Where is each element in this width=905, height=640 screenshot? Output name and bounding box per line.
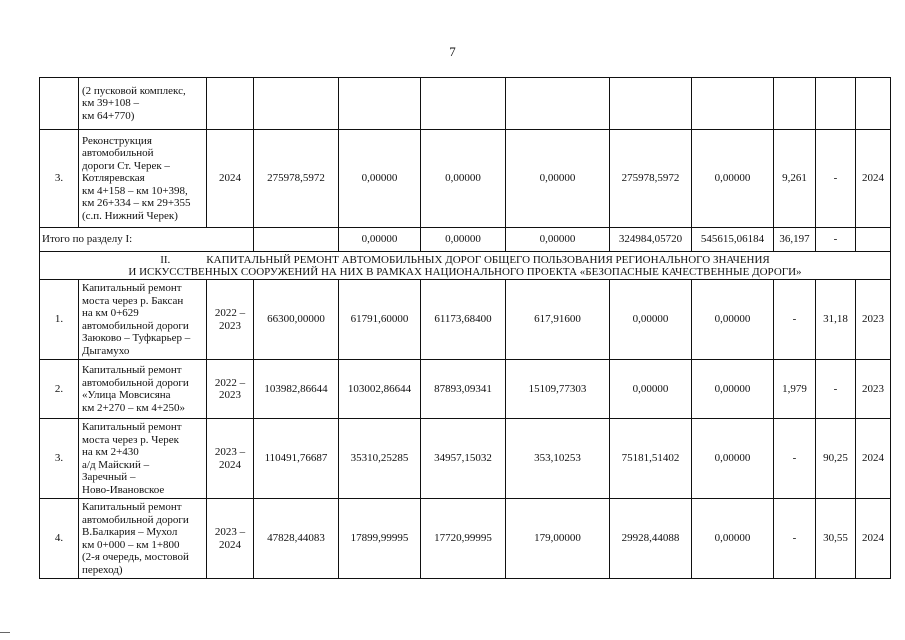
object-name-line: Котляревская bbox=[82, 172, 145, 185]
total-amount-cell: 0,00000 bbox=[421, 228, 506, 252]
years-line: 2023 – bbox=[214, 446, 246, 458]
object-name-line: (2 пусковой комплекс, bbox=[82, 84, 186, 97]
object-name-line: автомобильной дороги bbox=[82, 513, 189, 526]
amount-cell: 103002,86644 bbox=[339, 360, 421, 419]
object-name-line: (2-я очередь, мостовой bbox=[82, 551, 189, 563]
years-line: 2023 – bbox=[214, 526, 246, 538]
completion-year-cell: 2024 bbox=[856, 419, 891, 499]
completion-year-cell: 2024 bbox=[856, 499, 891, 579]
empty-cell bbox=[856, 78, 891, 130]
object-name-line: «Улица Мовсисяна bbox=[82, 389, 171, 401]
object-name-cell bbox=[79, 419, 207, 499]
object-name-line: Заречный – bbox=[82, 471, 136, 483]
length-pm-cell: 90,25 bbox=[816, 419, 856, 499]
table-row bbox=[40, 499, 891, 579]
length-pm-cell: - bbox=[816, 360, 856, 419]
amount-cell: 17899,99995 bbox=[339, 499, 421, 579]
years-line: 2022 – bbox=[214, 307, 246, 319]
amount-cell: 0,00000 bbox=[692, 130, 774, 228]
amount-cell: 0,00000 bbox=[692, 499, 774, 579]
row-number-cell: 3. bbox=[40, 130, 79, 228]
table-row bbox=[40, 360, 891, 419]
object-name-line: Капитальный ремонт bbox=[82, 501, 182, 513]
section-header-row bbox=[40, 252, 891, 280]
length-km-cell: 9,261 bbox=[774, 130, 816, 228]
object-name-line: Капитальный ремонт bbox=[82, 421, 182, 433]
years-cell bbox=[207, 280, 254, 360]
row-number-cell bbox=[40, 78, 79, 130]
object-name-line: Капитальный ремонт bbox=[82, 364, 182, 376]
years-cell: 2024 bbox=[207, 130, 254, 228]
amount-cell: 617,91600 bbox=[506, 280, 610, 360]
years-cell bbox=[207, 419, 254, 499]
empty-cell bbox=[207, 78, 254, 130]
page-number: 7 bbox=[449, 44, 456, 59]
object-name-line: на км 2+430 bbox=[82, 446, 139, 458]
amount-cell: 75181,51402 bbox=[610, 419, 692, 499]
empty-cell bbox=[254, 78, 339, 130]
total-amount-cell: 0,00000 bbox=[339, 228, 421, 252]
object-name-line: Дыгамухо bbox=[82, 344, 130, 357]
object-name-line: моста через р. Черек bbox=[82, 433, 179, 446]
amount-cell: 29928,44088 bbox=[610, 499, 692, 579]
empty-cell bbox=[339, 78, 421, 130]
length-pm-cell: - bbox=[816, 130, 856, 228]
amount-cell: 35310,25285 bbox=[339, 419, 421, 499]
object-name-cell bbox=[79, 499, 207, 579]
table-row bbox=[40, 419, 891, 499]
total-km-cell: 36,197 bbox=[774, 228, 816, 252]
amount-cell: 0,00000 bbox=[506, 130, 610, 228]
object-name-line: (с.п. Нижний Черек) bbox=[82, 209, 178, 222]
total-pm-cell: - bbox=[816, 228, 856, 252]
object-name-line: автомобильной дороги bbox=[82, 319, 189, 332]
row-number-cell: 4. bbox=[40, 499, 79, 579]
empty-cell bbox=[254, 228, 339, 252]
section-title-line: И ИСКУССТВЕННЫХ СООРУЖЕНИЙ НА НИХ В РАМКАХ НАЦИОНАЛЬНОГО ПРОЕКТА «БЕЗОПАСНЫЕ КАЧЕСТВЕННЫЕ ДОРОГИ» bbox=[128, 265, 802, 278]
total-amount-cell: 545615,06184 bbox=[692, 228, 774, 252]
total-cost-cell: 47828,44083 bbox=[254, 499, 339, 579]
object-name-line: км 2+270 – км 4+250» bbox=[82, 401, 186, 414]
amount-cell: 0,00000 bbox=[692, 419, 774, 499]
amount-cell: 0,00000 bbox=[692, 280, 774, 360]
section-title bbox=[40, 252, 891, 280]
length-pm-cell: 30,55 bbox=[816, 499, 856, 579]
object-name-line: дороги Ст. Черек – bbox=[82, 159, 170, 172]
object-name-line: автомобильной bbox=[82, 147, 154, 160]
row-number-cell: 1. bbox=[40, 280, 79, 360]
total-cost-cell: 275978,5972 bbox=[254, 130, 339, 228]
object-name-line: а/д Майский – bbox=[82, 458, 150, 471]
table-row bbox=[40, 130, 891, 228]
object-name-line: Реконструкция bbox=[82, 134, 152, 147]
amount-cell: 179,00000 bbox=[506, 499, 610, 579]
object-name-line: Заюково – Туфкарьер – bbox=[82, 332, 191, 344]
years-line: 2023 bbox=[219, 319, 241, 332]
completion-year-cell: 2024 bbox=[856, 130, 891, 228]
row-number-cell: 2. bbox=[40, 360, 79, 419]
length-km-cell: - bbox=[774, 419, 816, 499]
object-name-line: км 39+108 – bbox=[82, 97, 140, 110]
total-cost-cell: 110491,76687 bbox=[254, 419, 339, 499]
section-title-line: КАПИТАЛЬНЫЙ РЕМОНТ АВТОМОБИЛЬНЫХ ДОРОГ ОБЩЕГО ПОЛЬЗОВАНИЯ РЕГИОНАЛЬНОГО ЗНАЧЕНИЯ bbox=[206, 253, 770, 266]
total-cost-cell: 103982,86644 bbox=[254, 360, 339, 419]
total-amount-cell: 0,00000 bbox=[506, 228, 610, 252]
amount-cell: 61791,60000 bbox=[339, 280, 421, 360]
years-line: 2023 bbox=[219, 389, 241, 401]
length-km-cell: - bbox=[774, 499, 816, 579]
amount-cell: 61173,68400 bbox=[421, 280, 506, 360]
object-name-line: км 4+158 – км 10+398, bbox=[82, 184, 188, 197]
amount-cell: 0,00000 bbox=[692, 360, 774, 419]
empty-cell bbox=[421, 78, 506, 130]
program-table bbox=[39, 77, 891, 579]
years-line: 2022 – bbox=[214, 376, 246, 389]
amount-cell: 275978,5972 bbox=[610, 130, 692, 228]
amount-cell: 0,00000 bbox=[610, 360, 692, 419]
completion-year-cell: 2023 bbox=[856, 280, 891, 360]
empty-cell bbox=[856, 228, 891, 252]
years-cell bbox=[207, 360, 254, 419]
object-name-line: переход) bbox=[82, 563, 123, 576]
object-name-cell bbox=[79, 280, 207, 360]
empty-cell bbox=[692, 78, 774, 130]
amount-cell: 353,10253 bbox=[506, 419, 610, 499]
amount-cell: 15109,77303 bbox=[506, 360, 610, 419]
object-name-line: автомобильной дороги bbox=[82, 376, 189, 389]
completion-year-cell: 2023 bbox=[856, 360, 891, 419]
object-name-line: моста через р. Баксан bbox=[82, 294, 184, 307]
scan-artifact bbox=[0, 632, 10, 633]
object-name-line: Ново-Ивановское bbox=[82, 483, 165, 496]
object-name-line: на км 0+629 bbox=[82, 307, 139, 319]
amount-cell: 17720,99995 bbox=[421, 499, 506, 579]
amount-cell: 0,00000 bbox=[339, 130, 421, 228]
amount-cell: 0,00000 bbox=[610, 280, 692, 360]
object-name-line: Капитальный ремонт bbox=[82, 282, 182, 294]
table-row bbox=[40, 280, 891, 360]
amount-cell: 87893,09341 bbox=[421, 360, 506, 419]
empty-cell bbox=[610, 78, 692, 130]
length-pm-cell: 31,18 bbox=[816, 280, 856, 360]
length-km-cell: - bbox=[774, 280, 816, 360]
years-line: 2024 bbox=[219, 458, 241, 471]
years-line: 2024 bbox=[219, 538, 241, 551]
total-row bbox=[40, 228, 891, 252]
object-name-cell bbox=[79, 78, 207, 130]
total-cost-cell: 66300,00000 bbox=[254, 280, 339, 360]
years-cell bbox=[207, 499, 254, 579]
object-name-line: км 64+770) bbox=[82, 109, 135, 122]
object-name-cell bbox=[79, 130, 207, 228]
object-name-line: В.Балкария – Мухол bbox=[82, 526, 178, 538]
section-number: II. bbox=[160, 253, 171, 266]
total-label: Итого по разделу I: bbox=[40, 228, 254, 252]
object-name-line: км 26+334 – км 29+355 bbox=[82, 197, 191, 210]
object-name-cell bbox=[79, 360, 207, 419]
empty-cell bbox=[506, 78, 610, 130]
length-km-cell: 1,979 bbox=[774, 360, 816, 419]
total-amount-cell: 324984,05720 bbox=[610, 228, 692, 252]
empty-cell bbox=[816, 78, 856, 130]
amount-cell: 34957,15032 bbox=[421, 419, 506, 499]
amount-cell: 0,00000 bbox=[421, 130, 506, 228]
table-row-continuation bbox=[40, 78, 891, 130]
object-name-line: км 0+000 – км 1+800 bbox=[82, 538, 180, 551]
empty-cell bbox=[774, 78, 816, 130]
row-number-cell: 3. bbox=[40, 419, 79, 499]
